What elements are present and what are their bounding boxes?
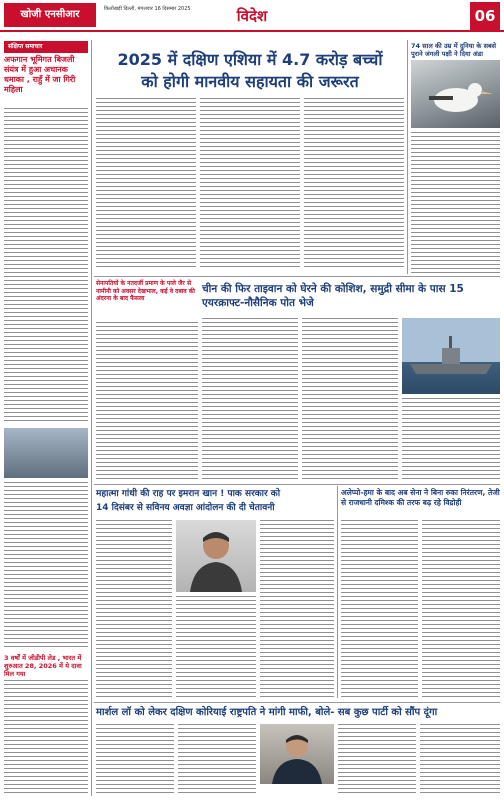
taiwan-side-text bbox=[96, 322, 198, 480]
column-divider bbox=[91, 40, 92, 796]
imran-headline-line-2: 14 दिसंबर से सविनय अवज्ञा आंदोलन की दी चेतावनी bbox=[96, 503, 275, 513]
warship-photo bbox=[402, 318, 500, 394]
korea-body-col-2 bbox=[178, 724, 256, 796]
right-headline: 74 साल की उम्र में दुनिया के सबसे पुराने जंगली पक्षी ने दिया अंडा bbox=[411, 42, 497, 58]
korea-president-photo bbox=[260, 724, 334, 784]
page-number: 06 bbox=[470, 2, 500, 30]
brief-news-tag: संक्षिप्त समाचार bbox=[4, 41, 88, 53]
row-divider bbox=[94, 702, 500, 703]
taiwan-body-col-1 bbox=[202, 318, 298, 480]
portrait-illustration bbox=[176, 520, 256, 592]
taiwan-body-col-3 bbox=[402, 398, 500, 480]
warship-illustration bbox=[402, 318, 500, 394]
section-title: विदेश bbox=[236, 7, 268, 25]
bird-illustration bbox=[411, 60, 500, 128]
imran-body-col-1 bbox=[96, 520, 172, 698]
left-body-text bbox=[4, 108, 88, 424]
main-body-col-1 bbox=[96, 98, 196, 270]
column-divider bbox=[337, 486, 338, 698]
column-divider bbox=[407, 40, 408, 274]
main-headline-line-2: को होगी मानवीय सहायता की जरूरत bbox=[141, 72, 359, 91]
taiwan-headline: चीन की फिर ताइवान को घेरने की कोशिश, समुद्री सीमा के पास 15 एयरक्राफ्ट-नौसैनिक पोत भेजे bbox=[202, 283, 464, 309]
korea-headline: मार्शल लॉ को लेकर दक्षिण कोरियाई राष्ट्रपति ने मांगी माफी, बोले- सब कुछ पार्टी को सौंप दूंगा bbox=[96, 707, 438, 718]
albatross-photo bbox=[411, 60, 500, 128]
imran-khan-photo bbox=[176, 520, 256, 592]
imran-body-col-2 bbox=[176, 596, 256, 698]
portrait-illustration bbox=[260, 724, 334, 784]
dateline: किलोखड़ी दिल्ली, मंगलवार 16 दिसम्बर 2025 bbox=[104, 6, 191, 12]
left-photo bbox=[4, 428, 88, 478]
left-body-text-2 bbox=[4, 482, 88, 650]
main-body-col-2 bbox=[200, 98, 300, 270]
left-bottom-headline: 3 वर्षों में जीडीपी लेड , भारत में शुरुआत 28, 2026 में ये दावा मिल गया bbox=[4, 654, 82, 678]
left-headline: अफगान भूमिगत बिजली संयंत्र में हुआ अचानक धमाका , राहुँ में जा गिरी महिला bbox=[4, 55, 76, 94]
left-bottom-text bbox=[4, 680, 88, 796]
syria-body-col-1 bbox=[341, 520, 418, 698]
syria-body-col-2 bbox=[422, 520, 500, 698]
taiwan-side-headline: सेनापतियों के नतदर्जी प्रमाण के पाले जैर से नामीनी को अवसर देखभाल, कई वे दबाव की अंदरना के बाद फैसला bbox=[96, 280, 195, 302]
imran-headline-line-1: महात्मा गांधी की राह पर इमरान खान ! पाक सरकार को bbox=[96, 489, 281, 499]
imran-body-col-3 bbox=[260, 520, 334, 698]
main-headline-line-1: 2025 में दक्षिण एशिया में 4.7 करोड़ बच्चों bbox=[117, 50, 383, 69]
row-divider bbox=[94, 484, 500, 485]
main-body-col-3 bbox=[304, 98, 404, 270]
korea-body-col-4 bbox=[420, 724, 500, 796]
korea-body-col-1 bbox=[96, 724, 174, 796]
right-body-text bbox=[411, 132, 500, 274]
taiwan-body-col-2 bbox=[302, 318, 398, 480]
newspaper-logo: खोजी एनसीआर bbox=[4, 3, 96, 27]
syria-headline: अलेप्पो-हमा के बाद अब सेना ने बिना रुका निरंतरण, तेजी से राजधानी दमिश्क की तरफ बढ़ रहे विद्रोही bbox=[341, 488, 500, 507]
row-divider bbox=[94, 276, 500, 277]
korea-body-col-3 bbox=[338, 724, 416, 796]
